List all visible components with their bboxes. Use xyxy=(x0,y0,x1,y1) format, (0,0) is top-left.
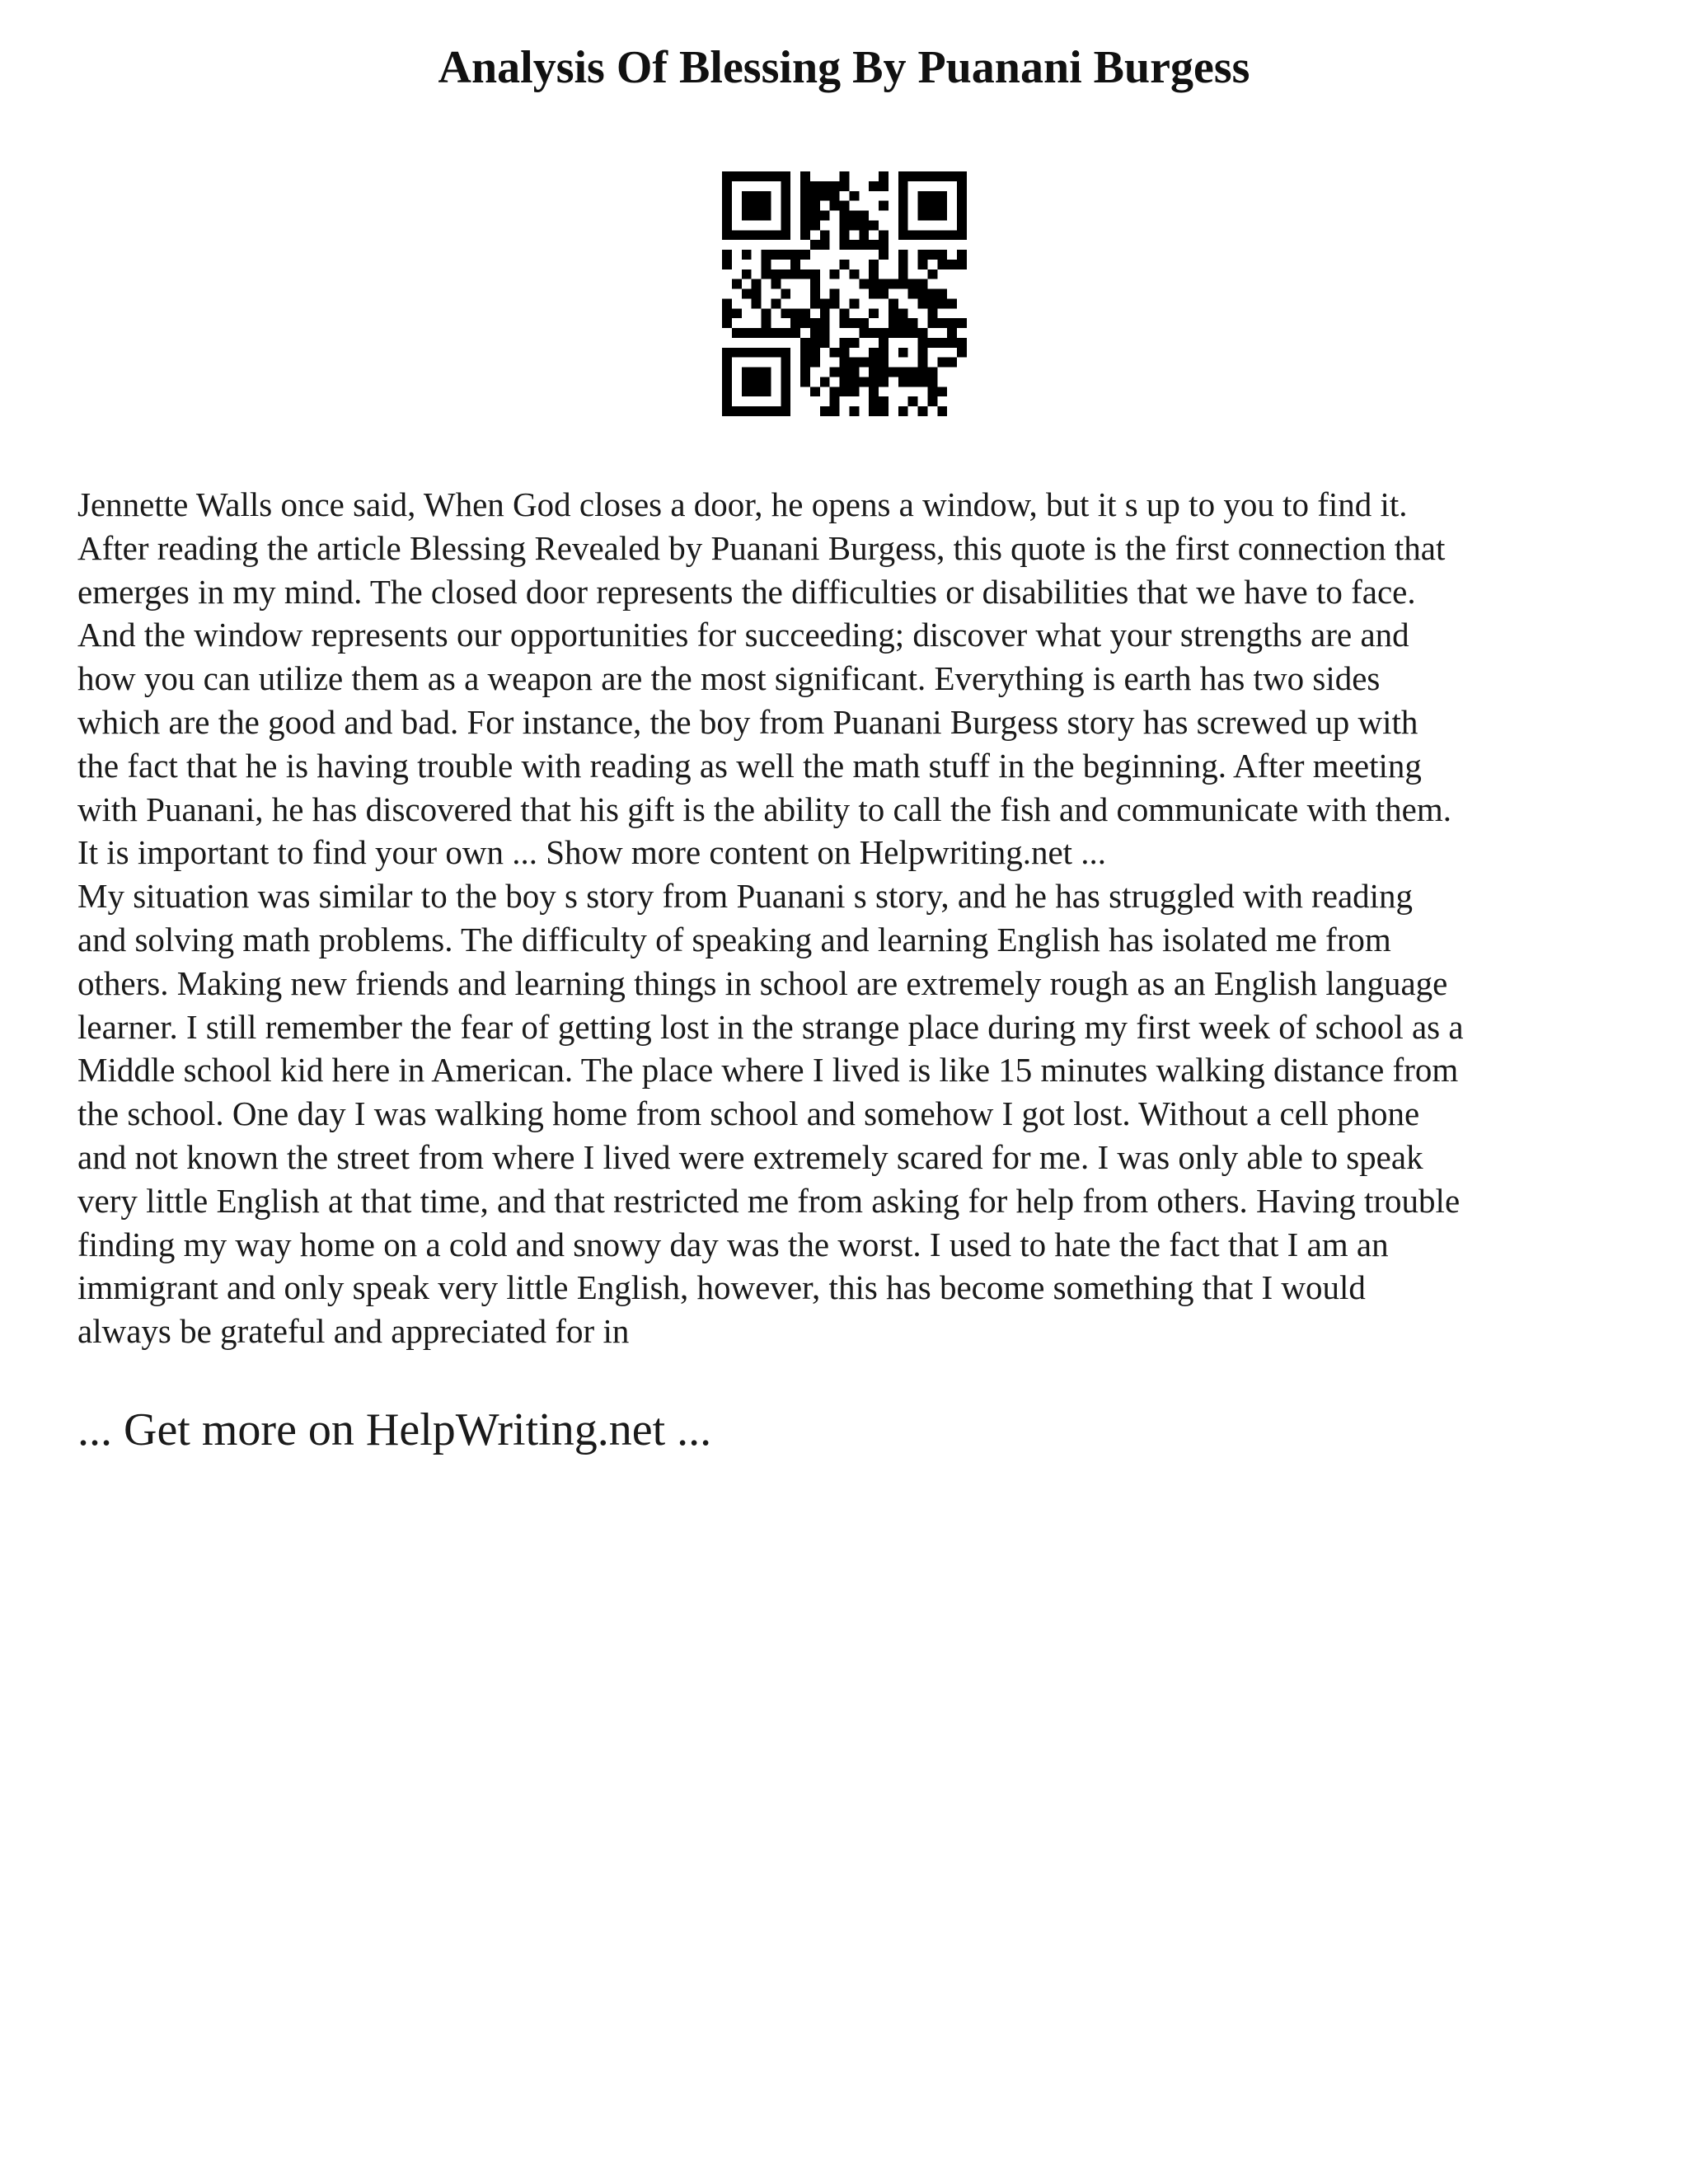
document-body xyxy=(77,483,1627,1353)
paragraph-2: My situation was similar to the boy s story from Puanani s story, and he has struggled with reading and solving math problems. The difficulty of speaking and learning English has isolated me from others. Making new friends and learning things in school are extremely rough as an English language learner. I still remember the fear of getting lost in the strange place during my first week of school as a Middle school kid here in American. The place where I lived is like 15 minutes walking distance from the school. One day I was walking home from school and somehow I got lost. Without a cell phone and not known the street from where I lived were extremely scared for me. I was only able to speak very little English at that time, and that restricted me from asking for help from others. Having trouble finding my way home on a cold and snowy day was the worst. I used to hate the fact that I am an immigrant and only speak very little English, however, this has become something that I would always be grateful and appreciated for in xyxy=(77,877,1464,1351)
get-more-link[interactable]: ... Get more on HelpWriting.net ... xyxy=(77,1404,712,1455)
qr-code-icon xyxy=(722,171,967,416)
document-title: Analysis Of Blessing By Puanani Burgess xyxy=(438,42,1250,93)
paragraph-1: Jennette Walls once said, When God closes a door, he opens a window, but it s up to you to find it. After reading the article Blessing Revealed by Puanani Burgess, this quote is the first connection that emerges in my mind. The closed door represents the difficulties or disabilities that we have to face. And the window represents our opportunities for succeeding; discover what your strengths are and how you can utilize them as a weapon are the most significant. Everything is earth has two sides which are the good and bad. For instance, the boy from Puanani Burgess story has screwed up with the fact that he is having trouble with reading as well the math stuff in the beginning. After meeting with Puanani, he has discovered that his gift is the ability to call the fish and communicate with them. It is important to find your own ... Show more content on Helpwriting.net ... xyxy=(77,485,1451,872)
